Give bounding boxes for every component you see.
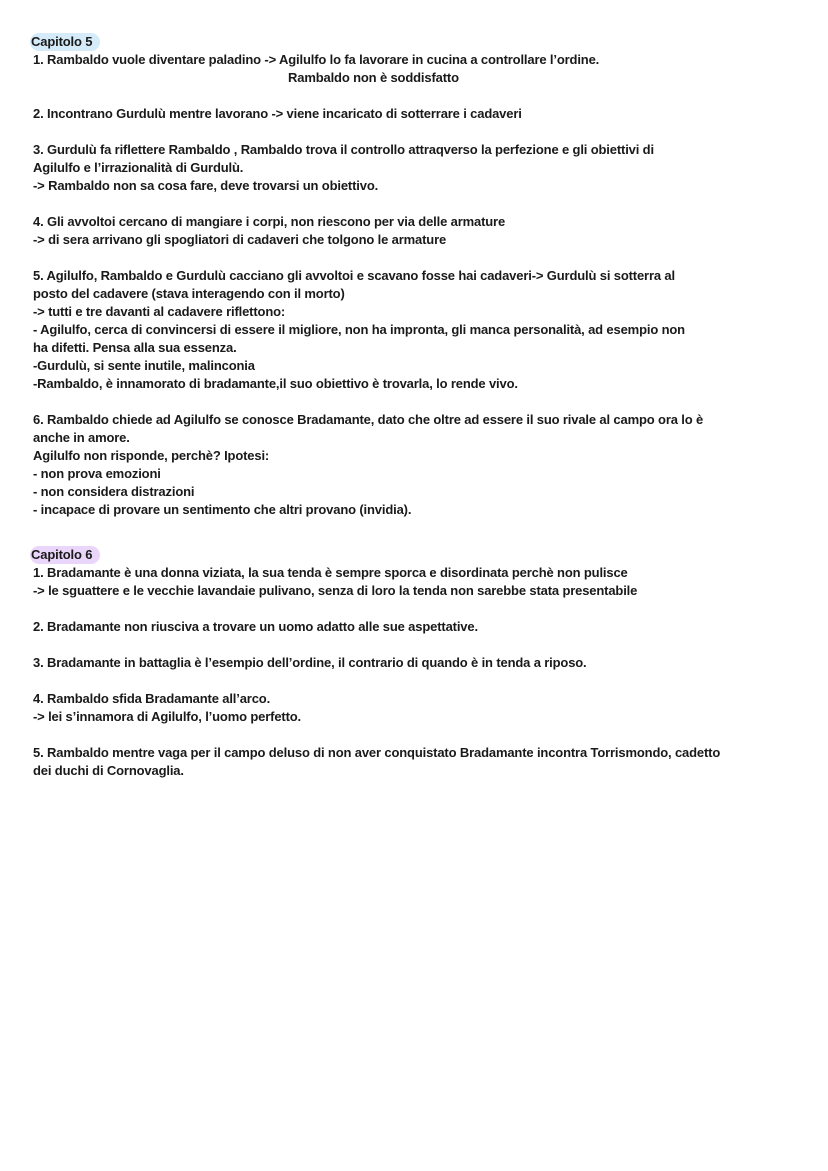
- text-line: 2. Incontrano Gurdulù mentre lavorano -> viene incaricato di sotterrare i cadaveri: [33, 106, 522, 121]
- text-line: anche in amore.: [33, 430, 130, 445]
- chapter-section: [33, 546, 720, 780]
- note-paragraph: [33, 744, 720, 780]
- text-line: - non considera distrazioni: [33, 484, 195, 499]
- document: [33, 33, 720, 807]
- text-line: 1. Bradamante è una donna viziata, la sua tenda è sempre sporca e disordinata perchè non pulisce: [33, 565, 628, 580]
- note-paragraph: [33, 267, 720, 393]
- text-line: - non prova emozioni: [33, 466, 161, 481]
- note-paragraph: [33, 411, 720, 519]
- text-line: 5. Rambaldo mentre vaga per il campo deluso di non aver conquistato Bradamante incontra Torrismondo, cadetto: [33, 745, 721, 760]
- text-line: -> di sera arrivano gli spogliatori di cadaveri che tolgono le armature: [33, 232, 447, 247]
- text-line: 1. Rambaldo vuole diventare paladino -> Agilulfo lo fa lavorare in cucina a controllare l’ordine.: [33, 52, 600, 67]
- note-paragraph: [33, 690, 720, 726]
- text-line: 5. Agilulfo, Rambaldo e Gurdulù cacciano gli avvoltoi e scavano fosse hai cadaveri-> Gurdulù si sotterra al: [33, 268, 675, 283]
- text-line: posto del cadavere (stava interagendo con il morto): [33, 286, 345, 301]
- note-paragraph: [33, 654, 720, 672]
- chapter-section: [33, 33, 720, 519]
- text-line: 4. Rambaldo sfida Bradamante all’arco.: [33, 691, 271, 706]
- text-line: 3. Bradamante in battaglia è l’esempio dell’ordine, il contrario di quando è in tenda a riposo.: [33, 655, 587, 670]
- note-paragraph: [33, 213, 720, 249]
- text-line: dei duchi di Cornovaglia.: [33, 763, 184, 778]
- note-paragraph: [33, 141, 720, 195]
- chapter-title: Capitolo 6: [30, 546, 100, 564]
- text-line: Rambaldo non è soddisfatto: [288, 70, 459, 85]
- text-line: ha difetti. Pensa alla sua essenza.: [33, 340, 237, 355]
- text-line: -> Rambaldo non sa cosa fare, deve trovarsi un obiettivo.: [33, 178, 379, 193]
- note-paragraph: [33, 564, 720, 600]
- text-line: -> tutti e tre davanti al cadavere riflettono:: [33, 304, 286, 319]
- text-line: 3. Gurdulù fa riflettere Rambaldo , Rambaldo trova il controllo attraqverso la perfezione e gli obiettivi di: [33, 142, 654, 157]
- chapter-title: Capitolo 5: [30, 33, 100, 51]
- text-line: - incapace di provare un sentimento che altri provano (invidia).: [33, 502, 412, 517]
- note-paragraph: [33, 51, 720, 87]
- text-line: 4. Gli avvoltoi cercano di mangiare i corpi, non riescono per via delle armature: [33, 214, 506, 229]
- text-line: -Rambaldo, è innamorato di bradamante,il suo obiettivo è trovarla, lo rende vivo.: [33, 376, 518, 391]
- text-line: - Agilulfo, cerca di convincersi di essere il migliore, non ha impronta, gli manca personalità, ad esempio non: [33, 322, 685, 337]
- text-line: Agilulfo e l’irrazionalità di Gurdulù.: [33, 160, 244, 175]
- text-line: 6. Rambaldo chiede ad Agilulfo se conosce Bradamante, dato che oltre ad essere il suo rivale al campo ora lo è: [33, 412, 704, 427]
- note-paragraph: [33, 105, 720, 123]
- text-line: -> le sguattere e le vecchie lavandaie pulivano, senza di loro la tenda non sarebbe stata presentabile: [33, 583, 638, 598]
- note-paragraph: [33, 618, 720, 636]
- text-line: -Gurdulù, si sente inutile, malinconia: [33, 358, 255, 373]
- text-line: 2. Bradamante non riusciva a trovare un uomo adatto alle sue aspettative.: [33, 619, 478, 634]
- text-line: -> lei s’innamora di Agilulfo, l’uomo perfetto.: [33, 709, 302, 724]
- text-line: Agilulfo non risponde, perchè? Ipotesi:: [33, 448, 270, 463]
